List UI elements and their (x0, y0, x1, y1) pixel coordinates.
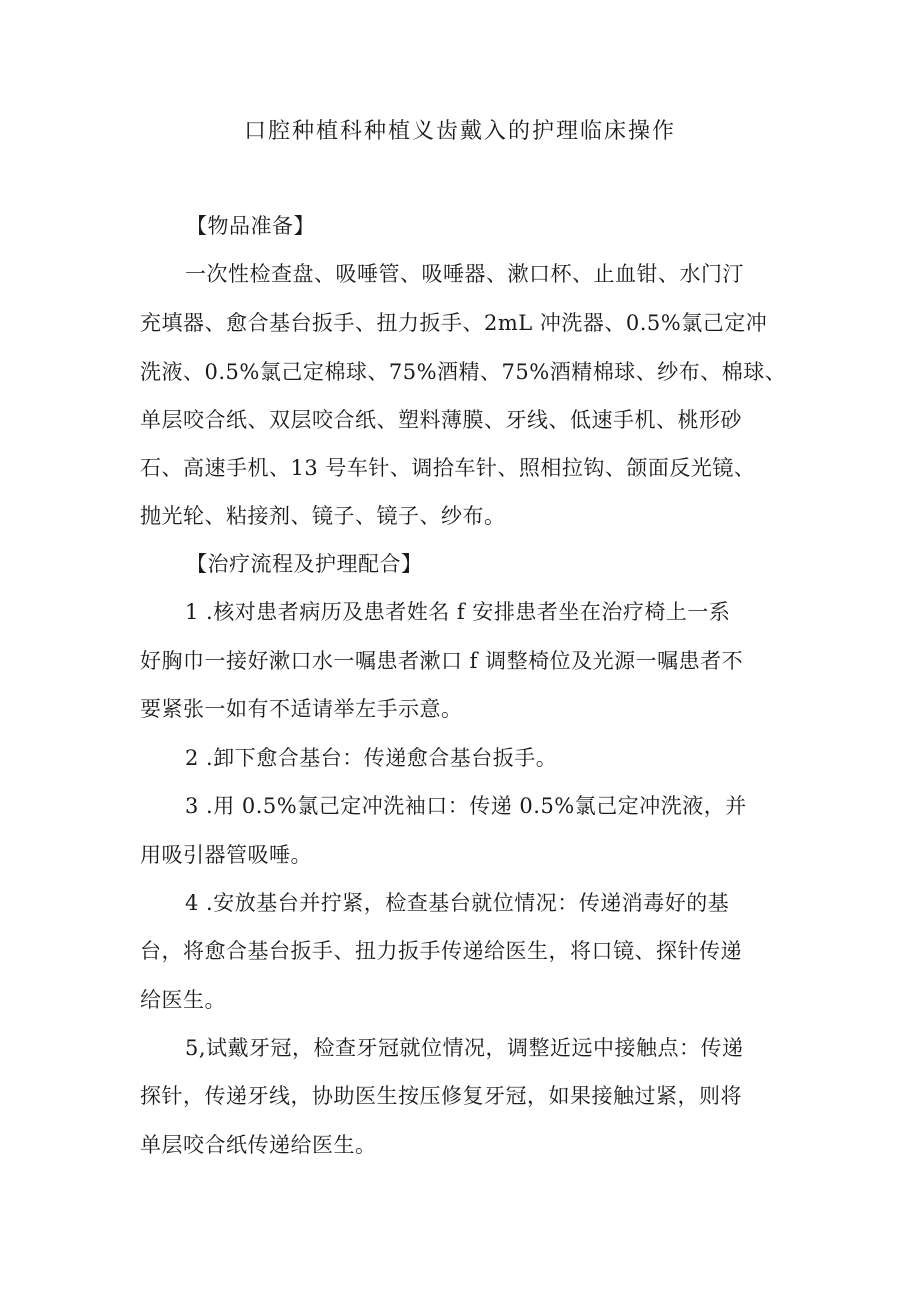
step-1-line: 1 .核对患者病历及患者姓名 f 安排患者坐在治疗椅上一系 (185, 600, 731, 624)
step-5-line: 探针，传递牙线，协助医生按压修复牙冠，如果接触过紧，则将 (140, 1084, 742, 1108)
step-4-line: 4 .安放基台并拧紧，检查基台就位情况：传递消毒好的基 (185, 891, 730, 915)
paragraph-line: 充填器、愈合基台扳手、扭力扳手、2mL 冲洗器、0.5%氯己定冲 (140, 311, 768, 335)
step-1-line: 好胸巾一接好漱口水一嘱患者漱口 f 调整椅位及光源一嘱患者不 (140, 649, 744, 673)
paragraph-line: 抛光轮、粘接剂、镜子、镜子、纱布。 (140, 504, 506, 528)
step-1-line: 要紧张一如有不适请举左手示意。 (140, 697, 463, 721)
paragraph-line: 单层咬合纸、双层咬合纸、塑料薄膜、牙线、低速手机、桃形砂 (140, 408, 742, 432)
step-3-line: 用吸引器管吸唾。 (140, 843, 312, 867)
step-4-line: 台，将愈合基台扳手、扭力扳手传递给医生，将口镜、探针传递 (140, 939, 742, 963)
document-title: 口腔种植科种植义齿戴入的护理临床操作 (243, 119, 676, 144)
paragraph-line: 一次性检查盘、吸唾管、吸唾器、漱口杯、止血钳、水门汀 (185, 262, 744, 286)
step-5-line: 单层咬合纸传递给医生。 (140, 1133, 377, 1157)
step-4-line: 给医生。 (140, 988, 226, 1012)
step-5-line: 5,试戴牙冠，检查牙冠就位情况，调整近远中接触点：传递 (185, 1036, 744, 1060)
step-3-line: 3 .用 0.5%氯己定冲洗袖口：传递 0.5%氯己定冲洗液，并 (185, 794, 747, 818)
paragraph-line: 石、高速手机、13 号车针、调拾车针、照相拉钩、颌面反光镜、 (140, 456, 756, 480)
paragraph-line: 洗液、0.5%氯己定棉球、75%酒精、75%酒精棉球、纱布、棉球、 (140, 360, 787, 384)
section-heading-materials: 【物品准备】 (186, 214, 315, 238)
section-heading-procedure: 【治疗流程及护理配合】 (186, 552, 423, 576)
step-2-line: 2 .卸下愈合基台：传递愈合基台扳手。 (185, 746, 558, 770)
